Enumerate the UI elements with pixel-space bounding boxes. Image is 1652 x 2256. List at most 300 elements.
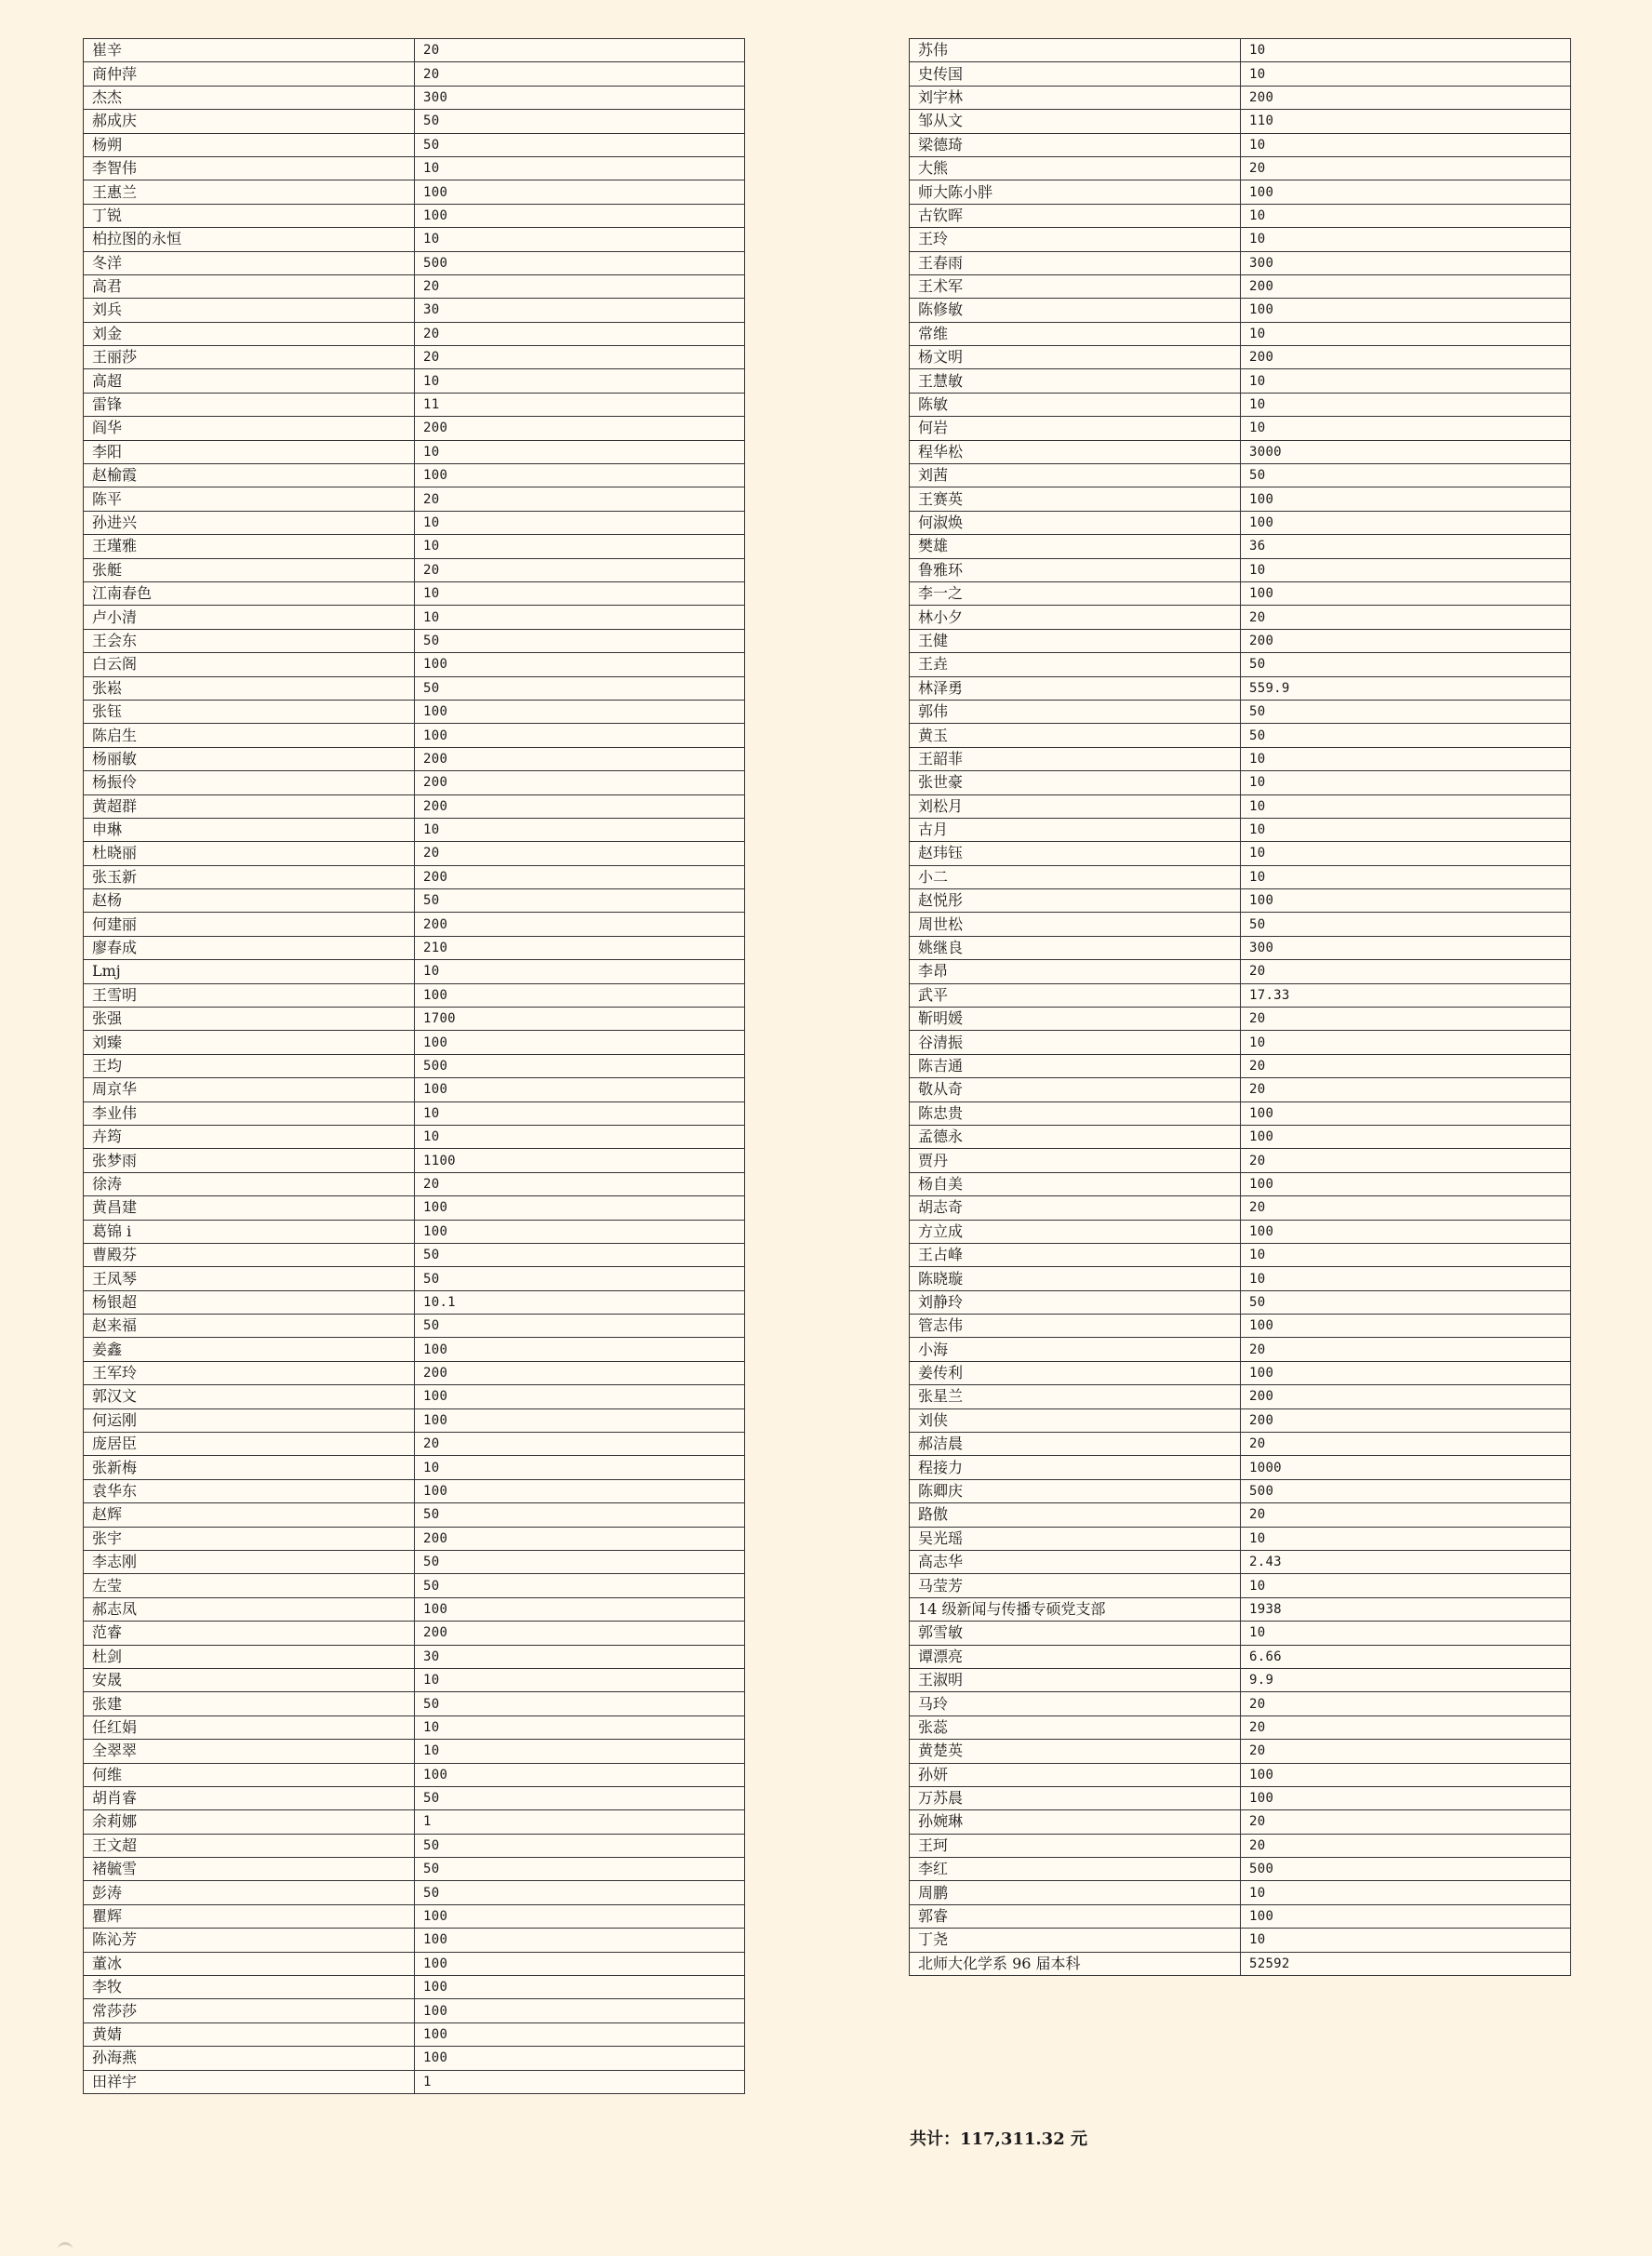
donor-name-cell: 左莹 bbox=[84, 1574, 415, 1597]
donation-amount-cell: 20 bbox=[1241, 960, 1571, 983]
donation-amount-cell: 20 bbox=[415, 1172, 745, 1195]
table-row bbox=[910, 1078, 1571, 1101]
donor-name-cell: 贾丹 bbox=[910, 1149, 1241, 1172]
donor-name-cell: 杜晓丽 bbox=[84, 842, 415, 865]
donor-name-cell: 田祥宇 bbox=[84, 2070, 415, 2093]
donor-name-cell: 杨振伶 bbox=[84, 771, 415, 794]
donation-amount-cell: 10 bbox=[415, 1456, 745, 1479]
donor-name-cell: 张玉新 bbox=[84, 865, 415, 888]
donor-name-cell: 陈敏 bbox=[910, 393, 1241, 416]
table-row bbox=[84, 1172, 745, 1195]
donor-name-cell: 冬洋 bbox=[84, 251, 415, 274]
table-row bbox=[910, 889, 1571, 913]
table-row bbox=[84, 629, 745, 652]
table-row bbox=[910, 417, 1571, 440]
table-row bbox=[910, 1597, 1571, 1621]
donor-name-cell: 姜传利 bbox=[910, 1361, 1241, 1384]
donor-name-cell: 王垚 bbox=[910, 653, 1241, 676]
donation-amount-cell: 10 bbox=[1241, 747, 1571, 770]
table-row bbox=[84, 86, 745, 109]
table-row bbox=[84, 771, 745, 794]
donation-amount-cell: 1700 bbox=[415, 1008, 745, 1031]
donor-name-cell: 刘静玲 bbox=[910, 1290, 1241, 1314]
donation-amount-cell: 20 bbox=[415, 322, 745, 345]
donation-amount-cell: 10 bbox=[415, 228, 745, 251]
donor-name-cell: 吴光瑶 bbox=[910, 1527, 1241, 1550]
donation-amount-cell: 1 bbox=[415, 2070, 745, 2093]
table-row bbox=[84, 1125, 745, 1148]
table-row bbox=[84, 1929, 745, 1952]
table-row bbox=[910, 1101, 1571, 1125]
table-row bbox=[84, 1622, 745, 1645]
donation-amount-cell: 50 bbox=[1241, 1290, 1571, 1314]
table-row bbox=[84, 228, 745, 251]
donation-amount-cell: 10 bbox=[1241, 1929, 1571, 1952]
table-row bbox=[910, 393, 1571, 416]
donation-amount-cell: 100 bbox=[415, 1385, 745, 1408]
donation-amount-cell: 200 bbox=[1241, 1385, 1571, 1408]
donor-name-cell: 陈吉通 bbox=[910, 1054, 1241, 1077]
donor-name-cell: 胡肖睿 bbox=[84, 1786, 415, 1809]
donor-name-cell: 赵悦彤 bbox=[910, 889, 1241, 913]
donation-amount-cell: 50 bbox=[415, 629, 745, 652]
donor-name-cell: 杨银超 bbox=[84, 1290, 415, 1314]
donor-name-cell: 高超 bbox=[84, 369, 415, 393]
table-row bbox=[910, 771, 1571, 794]
donor-name-cell: 全翠翠 bbox=[84, 1740, 415, 1763]
donation-amount-cell: 50 bbox=[415, 1858, 745, 1881]
donation-amount-cell: 50 bbox=[415, 133, 745, 156]
donor-name-cell: 阎华 bbox=[84, 417, 415, 440]
donation-amount-cell: 20 bbox=[1241, 606, 1571, 629]
donor-name-cell: 李志刚 bbox=[84, 1551, 415, 1574]
donor-name-cell: 刘侠 bbox=[910, 1408, 1241, 1432]
table-row bbox=[84, 558, 745, 581]
donation-amount-cell: 10 bbox=[415, 1668, 745, 1691]
donor-name-cell: 马玲 bbox=[910, 1692, 1241, 1715]
donation-amount-cell: 20 bbox=[415, 39, 745, 62]
donor-name-cell: 刘兵 bbox=[84, 299, 415, 322]
donor-name-cell: 王惠兰 bbox=[84, 180, 415, 204]
donation-amount-cell: 10 bbox=[1241, 1622, 1571, 1645]
table-row bbox=[84, 133, 745, 156]
donation-amount-cell: 100 bbox=[1241, 1786, 1571, 1809]
donor-name-cell: 张强 bbox=[84, 1008, 415, 1031]
table-row bbox=[84, 1952, 745, 1975]
donation-amount-cell: 10 bbox=[1241, 865, 1571, 888]
donor-name-cell: 王春雨 bbox=[910, 251, 1241, 274]
donation-amount-cell: 100 bbox=[415, 180, 745, 204]
donor-name-cell: 孙海燕 bbox=[84, 2047, 415, 2070]
table-row bbox=[910, 228, 1571, 251]
table-row bbox=[910, 369, 1571, 393]
table-row bbox=[84, 1290, 745, 1314]
table-row bbox=[84, 1999, 745, 2022]
donation-amount-cell: 50 bbox=[415, 1315, 745, 1338]
donor-name-cell: 褚毓雪 bbox=[84, 1858, 415, 1881]
table-row bbox=[910, 558, 1571, 581]
donation-amount-cell: 110 bbox=[1241, 110, 1571, 133]
donation-amount-cell: 100 bbox=[415, 700, 745, 723]
donation-amount-cell: 20 bbox=[1241, 1149, 1571, 1172]
table-row bbox=[84, 369, 745, 393]
donor-name-cell: 赵玮钰 bbox=[910, 842, 1241, 865]
donation-amount-cell: 100 bbox=[1241, 1125, 1571, 1148]
table-row bbox=[910, 274, 1571, 298]
donation-amount-cell: 100 bbox=[1241, 487, 1571, 511]
donation-amount-cell: 50 bbox=[415, 110, 745, 133]
table-row bbox=[910, 156, 1571, 180]
donation-amount-cell: 100 bbox=[1241, 1101, 1571, 1125]
donation-amount-cell: 300 bbox=[415, 86, 745, 109]
donor-name-cell: 杨丽敏 bbox=[84, 747, 415, 770]
table-row bbox=[84, 1786, 745, 1809]
table-row bbox=[910, 1433, 1571, 1456]
donor-name-cell: 杨文明 bbox=[910, 346, 1241, 369]
table-row bbox=[84, 1763, 745, 1786]
donation-amount-cell: 100 bbox=[415, 1952, 745, 1975]
donation-amount-cell: 100 bbox=[415, 1904, 745, 1928]
donation-amount-cell: 100 bbox=[415, 1338, 745, 1361]
donor-name-cell: 北师大化学系 96 届本科 bbox=[910, 1952, 1241, 1975]
donation-amount-cell: 10 bbox=[1241, 39, 1571, 62]
table-row bbox=[910, 1054, 1571, 1077]
donation-table-right-body bbox=[910, 39, 1571, 1976]
table-row bbox=[910, 1385, 1571, 1408]
donor-name-cell: 廖春成 bbox=[84, 936, 415, 959]
donor-name-cell: 谷清振 bbox=[910, 1031, 1241, 1054]
table-row bbox=[910, 299, 1571, 322]
donor-name-cell: 江南春色 bbox=[84, 581, 415, 605]
table-row bbox=[910, 1881, 1571, 1904]
donation-amount-cell: 20 bbox=[1241, 1715, 1571, 1739]
table-row bbox=[910, 700, 1571, 723]
donor-name-cell: 陈卿庆 bbox=[910, 1479, 1241, 1502]
donation-amount-cell: 210 bbox=[415, 936, 745, 959]
donation-amount-cell: 10 bbox=[415, 535, 745, 558]
donation-amount-cell: 10 bbox=[1241, 842, 1571, 865]
donation-amount-cell: 50 bbox=[415, 1692, 745, 1715]
table-row bbox=[84, 747, 745, 770]
donor-name-cell: 李红 bbox=[910, 1858, 1241, 1881]
table-row bbox=[910, 1456, 1571, 1479]
donation-amount-cell: 100 bbox=[415, 464, 745, 487]
donor-name-cell: 李阳 bbox=[84, 440, 415, 463]
donor-name-cell: 林小夕 bbox=[910, 606, 1241, 629]
donation-amount-cell: 9.9 bbox=[1241, 1668, 1571, 1691]
table-row bbox=[910, 676, 1571, 700]
donation-amount-cell: 50 bbox=[415, 1834, 745, 1857]
table-row bbox=[910, 440, 1571, 463]
table-row bbox=[84, 983, 745, 1007]
table-row bbox=[84, 204, 745, 227]
table-row bbox=[910, 1290, 1571, 1314]
donation-amount-cell: 200 bbox=[415, 1361, 745, 1384]
donation-amount-cell: 200 bbox=[415, 747, 745, 770]
table-row bbox=[910, 747, 1571, 770]
table-row bbox=[910, 1740, 1571, 1763]
table-row bbox=[84, 700, 745, 723]
donation-amount-cell: 20 bbox=[1241, 1433, 1571, 1456]
donor-name-cell: 鲁雅环 bbox=[910, 558, 1241, 581]
table-row bbox=[84, 156, 745, 180]
donation-amount-cell: 50 bbox=[415, 1881, 745, 1904]
donation-amount-cell: 20 bbox=[1241, 1008, 1571, 1031]
table-row bbox=[910, 1149, 1571, 1172]
donor-name-cell: 樊雄 bbox=[910, 535, 1241, 558]
donation-amount-cell: 10 bbox=[1241, 393, 1571, 416]
donor-name-cell: 柏拉图的永恒 bbox=[84, 228, 415, 251]
table-row bbox=[84, 180, 745, 204]
donation-amount-cell: 100 bbox=[415, 1479, 745, 1502]
table-row bbox=[84, 1715, 745, 1739]
donor-name-cell: 黄昌建 bbox=[84, 1196, 415, 1220]
table-row bbox=[84, 1597, 745, 1621]
donation-amount-cell: 200 bbox=[1241, 346, 1571, 369]
table-row bbox=[910, 86, 1571, 109]
donation-amount-cell: 300 bbox=[1241, 936, 1571, 959]
table-row bbox=[910, 1929, 1571, 1952]
table-row bbox=[84, 1479, 745, 1502]
donor-name-cell: 姜鑫 bbox=[84, 1338, 415, 1361]
donation-amount-cell: 10 bbox=[1241, 1881, 1571, 1904]
donation-amount-cell: 20 bbox=[1241, 1810, 1571, 1834]
donation-amount-cell: 2.43 bbox=[1241, 1551, 1571, 1574]
donor-name-cell: 王丽莎 bbox=[84, 346, 415, 369]
donor-name-cell: 余莉娜 bbox=[84, 1810, 415, 1834]
table-row bbox=[84, 1858, 745, 1881]
donation-amount-cell: 20 bbox=[415, 346, 745, 369]
donation-amount-cell: 20 bbox=[1241, 1834, 1571, 1857]
donor-name-cell: 胡志奇 bbox=[910, 1196, 1241, 1220]
donation-amount-cell: 10 bbox=[1241, 771, 1571, 794]
donor-name-cell: 卢小清 bbox=[84, 606, 415, 629]
table-row bbox=[84, 865, 745, 888]
table-row bbox=[84, 1149, 745, 1172]
table-row bbox=[84, 889, 745, 913]
donor-name-cell: 瞿辉 bbox=[84, 1904, 415, 1928]
table-row bbox=[84, 440, 745, 463]
table-row bbox=[910, 39, 1571, 62]
donor-name-cell: 陈平 bbox=[84, 487, 415, 511]
table-row bbox=[84, 346, 745, 369]
table-row bbox=[910, 1196, 1571, 1220]
donor-name-cell: 孙婉琳 bbox=[910, 1810, 1241, 1834]
donor-name-cell: 黄玉 bbox=[910, 724, 1241, 747]
donation-amount-cell: 100 bbox=[415, 1976, 745, 1999]
donation-amount-cell: 100 bbox=[415, 1597, 745, 1621]
donor-name-cell: 王玲 bbox=[910, 228, 1241, 251]
donor-name-cell: 丁锐 bbox=[84, 204, 415, 227]
table-row bbox=[84, 794, 745, 818]
table-row bbox=[84, 1008, 745, 1031]
table-row bbox=[910, 1172, 1571, 1195]
table-row bbox=[910, 1267, 1571, 1290]
donation-amount-cell: 10 bbox=[1241, 1031, 1571, 1054]
donor-name-cell: 安晟 bbox=[84, 1668, 415, 1691]
donation-amount-cell: 200 bbox=[415, 794, 745, 818]
donation-amount-cell: 10.1 bbox=[415, 1290, 745, 1314]
donor-name-cell: 梁德琦 bbox=[910, 133, 1241, 156]
donor-name-cell: 古钦晖 bbox=[910, 204, 1241, 227]
donor-name-cell: 崔辛 bbox=[84, 39, 415, 62]
donation-amount-cell: 50 bbox=[415, 1551, 745, 1574]
donor-name-cell: 14 级新闻与传播专硕党支部 bbox=[910, 1597, 1241, 1621]
donor-name-cell: 白云阁 bbox=[84, 653, 415, 676]
donor-name-cell: 程华松 bbox=[910, 440, 1241, 463]
table-row bbox=[910, 1220, 1571, 1243]
donation-amount-cell: 50 bbox=[1241, 700, 1571, 723]
donor-name-cell: 刘金 bbox=[84, 322, 415, 345]
table-row bbox=[84, 487, 745, 511]
table-row bbox=[910, 794, 1571, 818]
donation-amount-cell: 100 bbox=[415, 724, 745, 747]
donation-amount-cell: 100 bbox=[415, 1999, 745, 2022]
donor-name-cell: 张蕊 bbox=[910, 1715, 1241, 1739]
donation-amount-cell: 100 bbox=[415, 2047, 745, 2070]
donation-table-right bbox=[909, 38, 1571, 1976]
table-row bbox=[84, 1551, 745, 1574]
donor-name-cell: Lmj bbox=[84, 960, 415, 983]
donor-name-cell: 徐涛 bbox=[84, 1172, 415, 1195]
table-row bbox=[84, 2047, 745, 2070]
donor-name-cell: 何淑焕 bbox=[910, 511, 1241, 534]
table-row bbox=[84, 1574, 745, 1597]
donor-name-cell: 周鹏 bbox=[910, 1881, 1241, 1904]
table-row bbox=[910, 204, 1571, 227]
donation-amount-cell: 100 bbox=[1241, 1763, 1571, 1786]
donation-amount-cell: 100 bbox=[1241, 1220, 1571, 1243]
donor-name-cell: 郭睿 bbox=[910, 1904, 1241, 1928]
donation-amount-cell: 100 bbox=[415, 1196, 745, 1220]
donor-name-cell: 刘宇林 bbox=[910, 86, 1241, 109]
table-row bbox=[84, 1976, 745, 1999]
donor-name-cell: 赵杨 bbox=[84, 889, 415, 913]
table-row bbox=[910, 487, 1571, 511]
donor-name-cell: 常莎莎 bbox=[84, 1999, 415, 2022]
table-row bbox=[84, 110, 745, 133]
donor-name-cell: 陈忠贵 bbox=[910, 1101, 1241, 1125]
donor-name-cell: 史传国 bbox=[910, 62, 1241, 86]
donation-amount-cell: 200 bbox=[415, 417, 745, 440]
table-row bbox=[910, 464, 1571, 487]
table-row bbox=[84, 1740, 745, 1763]
table-row bbox=[84, 724, 745, 747]
donor-name-cell: 葛锦 i bbox=[84, 1220, 415, 1243]
donation-amount-cell: 50 bbox=[1241, 464, 1571, 487]
donor-name-cell: 张世豪 bbox=[910, 771, 1241, 794]
donor-name-cell: 黄超群 bbox=[84, 794, 415, 818]
table-row bbox=[84, 274, 745, 298]
donor-name-cell: 师大陈小胖 bbox=[910, 180, 1241, 204]
donor-name-cell: 路傲 bbox=[910, 1503, 1241, 1527]
donation-amount-cell: 30 bbox=[415, 1645, 745, 1668]
donation-amount-cell: 500 bbox=[415, 251, 745, 274]
table-row bbox=[84, 818, 745, 841]
donation-amount-cell: 50 bbox=[1241, 653, 1571, 676]
donation-amount-cell: 10 bbox=[415, 511, 745, 534]
table-row bbox=[910, 842, 1571, 865]
table-row bbox=[910, 1315, 1571, 1338]
donor-name-cell: 王均 bbox=[84, 1054, 415, 1077]
donor-name-cell: 陈修敏 bbox=[910, 299, 1241, 322]
table-row bbox=[84, 1031, 745, 1054]
table-row bbox=[84, 1692, 745, 1715]
table-row bbox=[910, 629, 1571, 652]
page-corner-mark bbox=[58, 2242, 73, 2256]
table-row bbox=[84, 535, 745, 558]
donor-name-cell: 何岩 bbox=[910, 417, 1241, 440]
donation-amount-cell: 10 bbox=[1241, 133, 1571, 156]
table-row bbox=[910, 251, 1571, 274]
donor-name-cell: 杰杰 bbox=[84, 86, 415, 109]
table-row bbox=[84, 1078, 745, 1101]
donation-amount-cell: 20 bbox=[415, 558, 745, 581]
donation-amount-cell: 3000 bbox=[1241, 440, 1571, 463]
donation-amount-cell: 20 bbox=[1241, 1740, 1571, 1763]
table-row bbox=[910, 1361, 1571, 1384]
table-row bbox=[84, 1834, 745, 1857]
donation-amount-cell: 100 bbox=[415, 983, 745, 1007]
donor-name-cell: 郝洁晨 bbox=[910, 1433, 1241, 1456]
table-row bbox=[84, 606, 745, 629]
donation-amount-cell: 10 bbox=[1241, 322, 1571, 345]
donation-table-left bbox=[83, 38, 745, 2094]
donor-name-cell: 高君 bbox=[84, 274, 415, 298]
donation-amount-cell: 100 bbox=[415, 1031, 745, 1054]
donor-name-cell: 董冰 bbox=[84, 1952, 415, 1975]
donor-name-cell: 张艇 bbox=[84, 558, 415, 581]
table-row bbox=[84, 2070, 745, 2093]
table-row bbox=[910, 1668, 1571, 1691]
donor-name-cell: 李业伟 bbox=[84, 1101, 415, 1125]
donor-name-cell: 郭伟 bbox=[910, 700, 1241, 723]
donor-name-cell: 赵榆霞 bbox=[84, 464, 415, 487]
donation-amount-cell: 10 bbox=[1241, 794, 1571, 818]
table-row bbox=[84, 1503, 745, 1527]
donor-name-cell: 孙进兴 bbox=[84, 511, 415, 534]
donation-amount-cell: 10 bbox=[415, 156, 745, 180]
table-row bbox=[910, 724, 1571, 747]
donor-name-cell: 郝成庆 bbox=[84, 110, 415, 133]
table-row bbox=[84, 1338, 745, 1361]
donation-amount-cell: 50 bbox=[1241, 913, 1571, 936]
table-row bbox=[84, 1101, 745, 1125]
donor-name-cell: 陈沁芳 bbox=[84, 1929, 415, 1952]
table-row bbox=[910, 606, 1571, 629]
donation-amount-cell: 10 bbox=[415, 1740, 745, 1763]
table-row bbox=[910, 1715, 1571, 1739]
donor-name-cell: 王凤琴 bbox=[84, 1267, 415, 1290]
donation-amount-cell: 10 bbox=[1241, 204, 1571, 227]
donation-amount-cell: 559.9 bbox=[1241, 676, 1571, 700]
donation-amount-cell: 100 bbox=[1241, 299, 1571, 322]
table-row bbox=[910, 346, 1571, 369]
donor-name-cell: 周京华 bbox=[84, 1078, 415, 1101]
table-row bbox=[910, 1338, 1571, 1361]
donation-amount-cell: 100 bbox=[415, 1929, 745, 1952]
donor-name-cell: 郭雪敏 bbox=[910, 1622, 1241, 1645]
donation-amount-cell: 500 bbox=[1241, 1479, 1571, 1502]
donation-amount-cell: 1938 bbox=[1241, 1597, 1571, 1621]
table-row bbox=[910, 535, 1571, 558]
table-row bbox=[84, 653, 745, 676]
donor-name-cell: 万苏晨 bbox=[910, 1786, 1241, 1809]
table-row bbox=[84, 1408, 745, 1432]
table-row bbox=[910, 180, 1571, 204]
donation-amount-cell: 10 bbox=[1241, 818, 1571, 841]
table-row bbox=[910, 62, 1571, 86]
